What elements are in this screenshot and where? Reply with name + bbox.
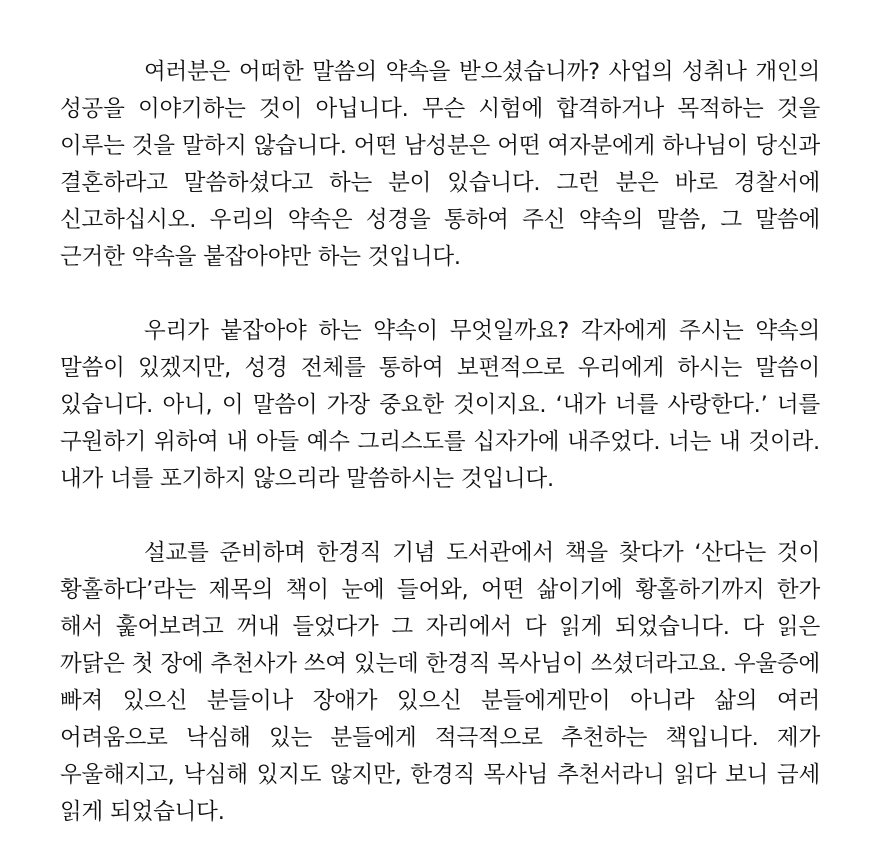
document-body <box>60 54 820 831</box>
paragraph-3: 설교를 준비하며 한경직 기념 도서관에서 책을 찾다가 ‘산다는 것이 황홀하다’라는 제목의 책이 눈에 들어와, 어떤 삶이기에 황홀하기까지 한가 해서 훑어보려고 꺼내 들었다가 그 자리에서 다 읽게 되었습니다. 다 읽은 까닭은 첫 장에 추천사가 쓰여 있는데 한경직 목사님이 쓰셨더라고요. 우울증에 빠져 있으신 분들이나 장애가 있으신 분들에게만이 아니라 삶의 여러 어려움으로 낙심해 있는 분들에게 적극적으로 추천하는 책입니다. 제가 우울해지고, 낙심해 있지도 않지만, 한경직 목사님 추천서라니 읽다 보니 금세 읽게 되었습니다. <box>60 540 820 825</box>
paragraph-2: 우리가 붙잡아야 하는 약속이 무엇일까요? 각자에게 주시는 약속의 말씀이 있겠지만, 성경 전체를 통하여 보편적으로 우리에게 하시는 말씀이 있습니다. 아니, 이 말씀이 가장 중요한 것이지요. ‘내가 너를 사랑한다.’ 너를 구원하기 위하여 내 아들 예수 그리스도를 십자가에 내주었다. 너는 내 것이라. 내가 너를 포기하지 않으리라 말씀하시는 것입니다. <box>60 318 820 492</box>
paragraph-1: 여러분은 어떠한 말씀의 약속을 받으셨습니까? 사업의 성취나 개인의 성공을 이야기하는 것이 아닙니다. 무슨 시험에 합격하거나 목적하는 것을 이루는 것을 말하지 않습니다. 어떤 남성분은 어떤 여자분에게 하나님이 당신과 결혼하라고 말씀하셨다고 하는 분이 있습니다. 그런 분은 바로 경찰서에 신고하십시오. 우리의 약속은 성경을 통하여 주신 약속의 말씀, 그 말씀에 근거한 약속을 붙잡아야만 하는 것입니다. <box>60 59 820 270</box>
